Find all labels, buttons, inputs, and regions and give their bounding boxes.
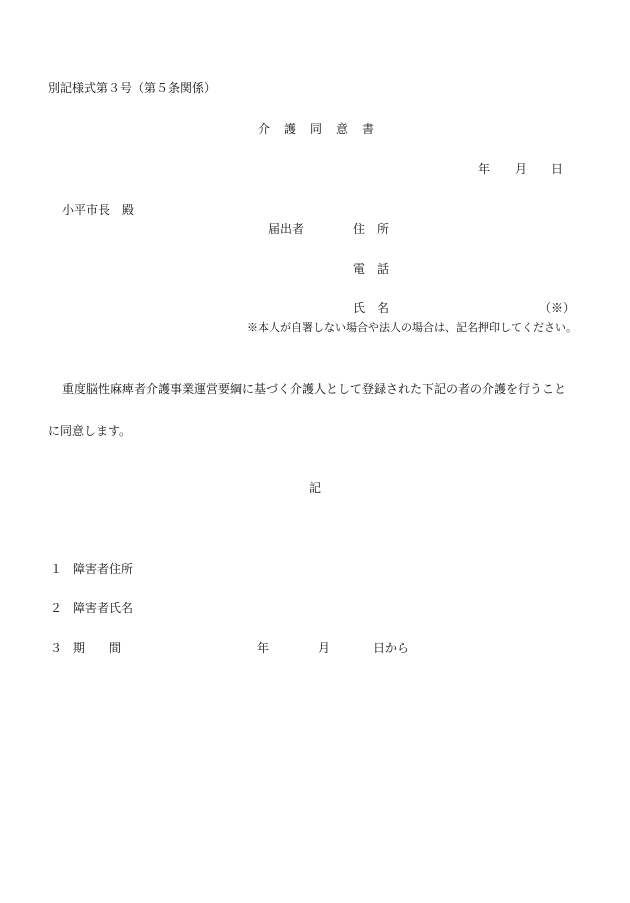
- seal-mark: （※）: [539, 301, 576, 315]
- name-label: 氏 名: [353, 301, 390, 315]
- period-month-label: 月: [318, 641, 331, 655]
- address-label: 住 所: [353, 222, 390, 236]
- body-line-2: に同意します。: [48, 424, 132, 438]
- notifier-label: 届出者: [268, 222, 305, 236]
- signature-note: ※本人が自署しない場合や法人の場合は、記名押印してください。: [247, 321, 577, 334]
- period-from-label: 日から: [373, 641, 410, 655]
- addressee: 小平市長 殿: [62, 203, 135, 217]
- item-number: ３: [50, 641, 63, 655]
- document-title: 介 護 同 意 書: [258, 122, 376, 136]
- date-year-label: 年: [478, 162, 491, 176]
- form-label: 別記様式第３号（第５条関係）: [48, 81, 217, 95]
- date-day-label: 日: [551, 162, 564, 176]
- item-number: １: [50, 562, 63, 576]
- item-number: ２: [50, 601, 63, 615]
- item-label: 障害者氏名: [73, 601, 134, 615]
- period-year-label: 年: [257, 641, 270, 655]
- ki-heading: 記: [309, 481, 322, 495]
- phone-label: 電 話: [353, 262, 390, 276]
- body-line-1: 重度脳性麻痺者介護事業運営要綱に基づく介護人として登録された下記の者の介護を行うこと: [62, 382, 567, 396]
- item-label: 障害者住所: [73, 562, 134, 576]
- item-label: 期 間: [73, 641, 122, 655]
- date-month-label: 月: [515, 162, 528, 176]
